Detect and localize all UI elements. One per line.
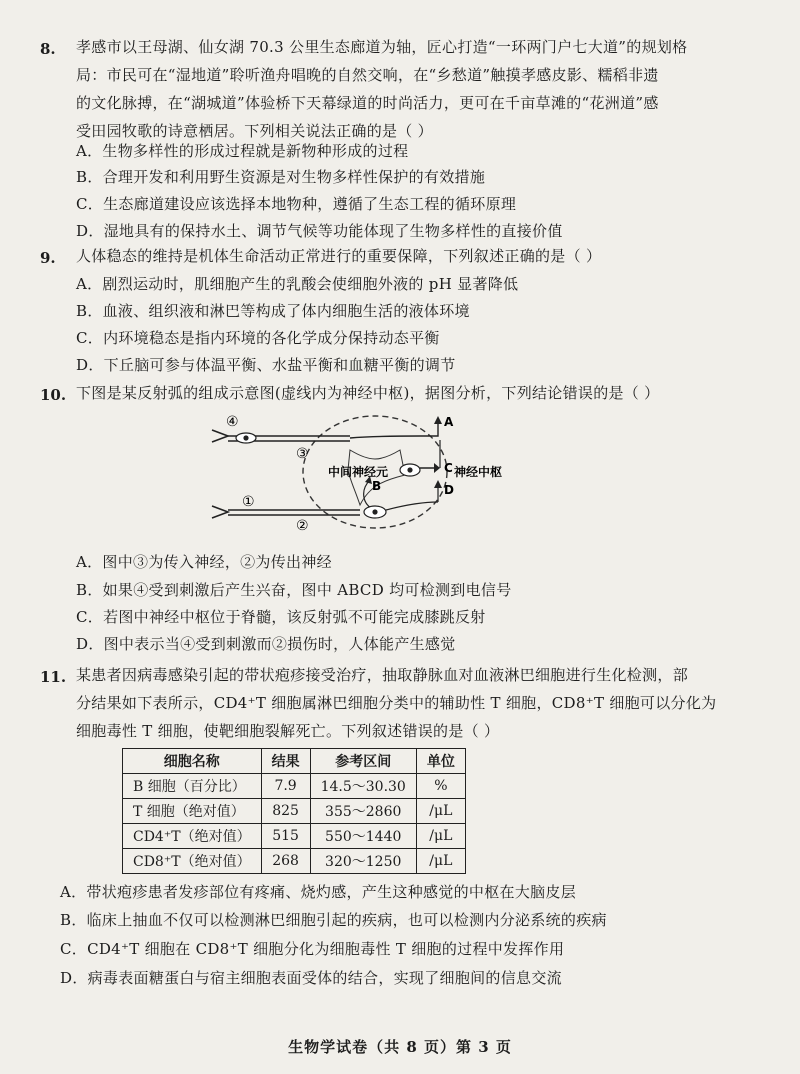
label-2: ② (296, 518, 309, 534)
reflex-arc-diagram (200, 410, 670, 535)
table-cell: 7.9 (261, 774, 310, 799)
table-cell: CD8⁺T（绝对值） (123, 849, 262, 874)
header-cell: 参考区间 (310, 749, 416, 774)
option-b: B．临床上抽血不仅可以检测淋巴细胞引起的疾病，也可以检测内分泌系统的疾病 (60, 911, 607, 929)
option-b: B．如果④受到刺激后产生兴奋，图中 ABCD 均可检测到电信号 (76, 581, 512, 599)
table-cell: 825 (261, 799, 310, 824)
table-cell: % (416, 774, 465, 799)
question-stem (76, 242, 766, 270)
option-b: B．血液、组织液和淋巴等构成了体内细胞生活的液体环境 (76, 302, 470, 320)
option-c: C．生态廊道建设应该选择本地物种，遵循了生态工程的循环原理 (76, 195, 517, 213)
header-cell: 细胞名称 (123, 749, 262, 774)
table-cell: T 细胞（绝对值） (123, 799, 262, 824)
nucleus-top (243, 435, 248, 440)
interneuron-nucleus (407, 467, 412, 472)
option-d: D．下丘脑可参与体温平衡、水盐平衡和血糖平衡的调节 (76, 356, 456, 374)
option-a: A．带状疱疹患者发疹部位有疼痛、烧灼感，产生这种感觉的中枢在大脑皮层 (60, 883, 577, 901)
table-row (123, 799, 466, 824)
label-a: A (444, 415, 454, 429)
option-a: A．生物多样性的形成过程就是新物种形成的过程 (76, 142, 409, 160)
table-row (123, 824, 466, 849)
fiber-to-a (350, 422, 438, 438)
label-4: ④ (226, 414, 239, 430)
table-header-row (123, 749, 466, 774)
question-stem (76, 661, 776, 745)
table-cell: 268 (261, 849, 310, 874)
option-a: A．图中③为传入神经，②为传出神经 (76, 553, 332, 571)
table-cell: 550～1440 (310, 824, 416, 849)
label-d: D (444, 483, 454, 497)
motor-neuron-nucleus (372, 509, 377, 514)
arrow-c (434, 463, 440, 473)
stem-line: 的文化脉搏，在“湖城道”体验桥下天幕绿道的时尚活力，更可在千亩草滩的“花洲道”感 (76, 94, 659, 112)
stem-line: 某患者因病毒感染引起的带状疱疹接受治疗，抽取静脉血对血液淋巴细胞进行生化检测，部 (76, 666, 689, 684)
table-cell: CD4⁺T（绝对值） (123, 824, 262, 849)
reflex-arc-figure (200, 410, 670, 535)
stem-line: 局：市民可在“湿地道”聆听渔舟唱晚的自然交响，在“乡愁道”触摸孝感皮影、糯稻非遗 (76, 66, 659, 84)
page-footer: 生物学试卷（共 8 页）第 3 页 (288, 1038, 512, 1056)
label-1: ① (242, 494, 255, 510)
stem-line: 细胞毒性 T 细胞，使靶细胞裂解死亡。下列叙述错误的是（ ） (76, 722, 500, 740)
stem-line: 分结果如下表所示，CD4⁺T 细胞属淋巴细胞分类中的辅助性 T 细胞，CD8⁺T 细胞可以分化为 (76, 694, 717, 712)
option-b: B．合理开发和利用野生资源是对生物多样性保护的有效措施 (76, 168, 486, 186)
table-row (123, 774, 466, 799)
arrow-a (434, 416, 442, 424)
label-b: B (372, 479, 382, 493)
label-interneuron: 中间神经元 (328, 465, 389, 479)
question-stem (76, 379, 766, 407)
option-d: D．湿地具有的保持水土、调节气候等功能体现了生物多样性的直接价值 (76, 222, 563, 240)
table-cell: 14.5～30.30 (310, 774, 416, 799)
stem-line: 人体稳态的维持是机体生命活动正常进行的重要保障，下列叙述正确的是（ ） (76, 247, 602, 265)
receptor-top (212, 430, 228, 442)
label-nerve-center: 神经中枢 (454, 465, 503, 479)
table-cell: /μL (416, 824, 465, 849)
option-d: D．图中表示当④受到刺激而②损伤时，人体能产生感觉 (76, 635, 456, 653)
table-cell: 515 (261, 824, 310, 849)
table-cell: /μL (416, 849, 465, 874)
option-c: C．CD4⁺T 细胞在 CD8⁺T 细胞分化为细胞毒性 T 细胞的过程中发挥作用 (60, 940, 565, 958)
question-number: 9. (40, 249, 56, 267)
stem-line: 孝感市以王母湖、仙女湖 70.3 公里生态廊道为轴，匠心打造“一环两门户七大道”的规划格 (76, 38, 688, 56)
option-c: C．内环境稳态是指内环境的各化学成分保持动态平衡 (76, 329, 440, 347)
lymphocyte-table (122, 748, 466, 874)
stem-line: 下图是某反射弧的组成示意图(虚线内为神经中枢)，据图分析，下列结论错误的是（ ） (76, 384, 660, 402)
question-stem (76, 33, 766, 145)
question-number: 11. (40, 668, 67, 686)
label-3: ③ (296, 446, 309, 462)
table-row (123, 849, 466, 874)
arrow-d (434, 480, 442, 488)
question-number: 10. (40, 386, 67, 404)
table-cell: B 细胞（百分比） (123, 774, 262, 799)
effector-bottom (212, 506, 228, 518)
option-a: A．剧烈运动时，肌细胞产生的乳酸会使细胞外液的 pH 显著降低 (76, 275, 519, 293)
table-cell: /μL (416, 799, 465, 824)
header-cell: 单位 (416, 749, 465, 774)
header-cell: 结果 (261, 749, 310, 774)
option-c: C．若图中神经中枢位于脊髓，该反射弧不可能完成膝跳反射 (76, 608, 486, 626)
question-number: 8. (40, 40, 56, 58)
table-cell: 320～1250 (310, 849, 416, 874)
stem-line: 受田园牧歌的诗意栖居。下列相关说法正确的是（ ） (76, 122, 433, 140)
label-c: C (444, 461, 453, 475)
option-d: D．病毒表面糖蛋白与宿主细胞表面受体的结合，实现了细胞间的信息交流 (60, 969, 562, 987)
table-cell: 355～2860 (310, 799, 416, 824)
